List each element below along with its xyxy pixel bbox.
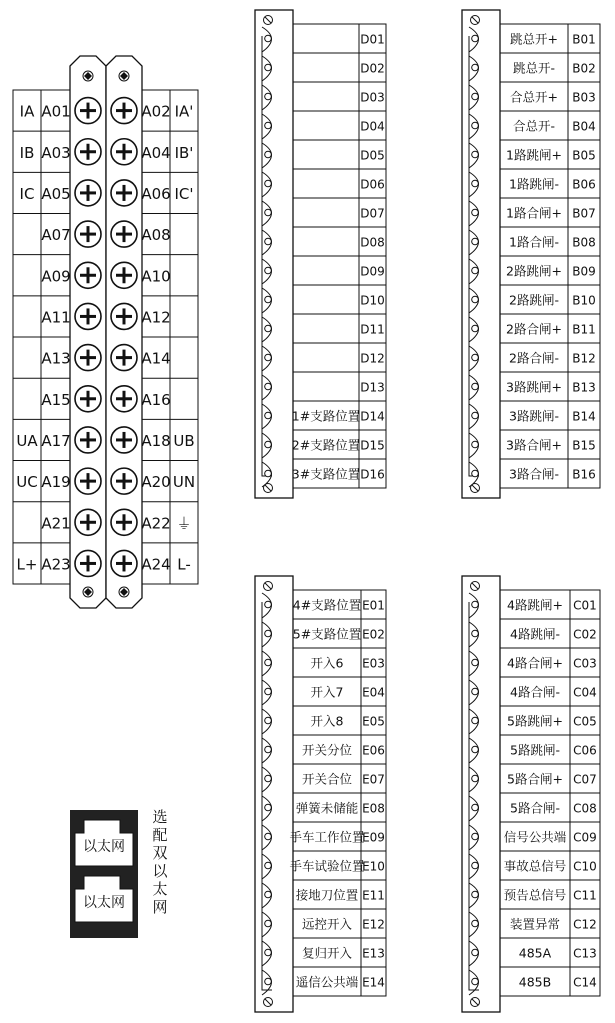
terminal-signal-label: 复归开入 xyxy=(301,945,353,961)
terminal-signal-label: 1#支路位置 xyxy=(291,408,361,424)
pin-hole-icon[interactable] xyxy=(265,601,272,608)
terminal-a-left-signal: IC xyxy=(19,184,35,203)
ethernet-ports xyxy=(70,808,168,938)
terminal-signal-label: 预告总信号 xyxy=(503,887,567,903)
terminal-signal-label: 2路合闸- xyxy=(509,350,559,366)
terminal-id: C05 xyxy=(573,714,597,729)
terminal-signal-label: 5路跳闸- xyxy=(510,742,560,758)
terminal-id: B16 xyxy=(572,467,596,482)
terminal-signal-label: 485A xyxy=(518,945,552,961)
terminal-id: B01 xyxy=(572,32,596,47)
terminal-id: E07 xyxy=(362,772,385,787)
terminal-id: D02 xyxy=(360,61,385,76)
terminal-signal-label: 4路跳闸- xyxy=(510,626,560,642)
terminal-block-a xyxy=(13,56,198,608)
terminal-a-left-signal: IA xyxy=(19,102,35,121)
terminal-a-right-signal: L- xyxy=(177,555,191,574)
terminal-signal-label: 4路跳闸+ xyxy=(507,597,563,613)
terminal-id: B11 xyxy=(572,322,596,337)
terminal-a-left-id: A13 xyxy=(41,349,71,368)
terminal-a-left-id: A07 xyxy=(41,226,71,245)
pin-hole-icon[interactable] xyxy=(472,470,479,477)
ethernet-port-1-label: 以太网 xyxy=(83,839,125,855)
terminal-signal-label: 信号公共端 xyxy=(503,829,567,845)
terminal-signal-label: 485B xyxy=(518,974,552,990)
pin-hole-icon[interactable] xyxy=(265,688,272,695)
terminal-signal-label: 1路跳闸+ xyxy=(506,147,562,163)
pin-hole-icon[interactable] xyxy=(265,93,272,100)
terminal-id: B07 xyxy=(572,206,596,221)
pin-hole-icon[interactable] xyxy=(265,209,272,216)
pin-hole-icon[interactable] xyxy=(265,891,272,898)
terminal-signal-label: 5#支路位置 xyxy=(292,626,362,642)
terminal-id: C02 xyxy=(573,627,597,642)
terminal-a-left-id: A15 xyxy=(41,390,71,409)
pin-hole-icon[interactable] xyxy=(472,441,479,448)
terminal-a-right-signal: UB xyxy=(173,431,195,450)
pin-hole-icon[interactable] xyxy=(472,325,479,332)
terminal-id: D09 xyxy=(360,264,385,279)
block-c-connector-frame xyxy=(462,576,500,1012)
terminal-signal-label: 合总开- xyxy=(512,118,556,134)
terminal-id: B15 xyxy=(572,438,596,453)
terminal-signal-label: 遥信公共端 xyxy=(295,974,359,990)
pin-hole-icon[interactable] xyxy=(265,151,272,158)
ethernet-port-2-label: 以太网 xyxy=(83,895,125,911)
terminal-id: B08 xyxy=(572,235,596,250)
terminal-a-right-signal: ⏚ xyxy=(176,514,192,533)
terminal-id: E11 xyxy=(362,888,385,903)
terminal-a-right-id: A20 xyxy=(141,473,171,492)
pin-hole-icon[interactable] xyxy=(472,354,479,361)
terminal-signal-label: 3路合闸- xyxy=(509,466,559,482)
pin-hole-icon[interactable] xyxy=(472,64,479,71)
terminal-signal-label: 远控开入 xyxy=(301,916,353,932)
terminal-signal-label: 开入8 xyxy=(310,713,344,729)
terminal-a-right-id: A18 xyxy=(141,431,171,450)
terminal-id: B05 xyxy=(572,148,596,163)
terminal-id: E06 xyxy=(362,743,385,758)
terminal-id: D03 xyxy=(360,90,385,105)
terminal-signal-label: 跳总开+ xyxy=(510,31,558,47)
terminal-id: D04 xyxy=(360,119,385,134)
terminal-id: D10 xyxy=(360,293,385,308)
terminal-signal-label: 3路合闸+ xyxy=(506,437,562,453)
pin-hole-icon[interactable] xyxy=(472,862,479,869)
terminal-a-right-id: A24 xyxy=(141,555,171,574)
terminal-id: E01 xyxy=(362,598,385,613)
pin-hole-icon[interactable] xyxy=(472,949,479,956)
terminal-id: E08 xyxy=(362,801,385,816)
terminal-id: D13 xyxy=(360,380,385,395)
mount-screw-icon xyxy=(472,583,478,589)
mount-screw-icon xyxy=(472,17,478,23)
ethernet-note-char: 以 xyxy=(152,862,168,880)
terminal-id: D16 xyxy=(360,467,385,482)
pin-hole-icon[interactable] xyxy=(265,804,272,811)
pin-hole-icon[interactable] xyxy=(265,325,272,332)
terminal-a-left-signal: IB xyxy=(19,143,35,162)
pin-hole-icon[interactable] xyxy=(265,35,272,42)
terminal-signal-label: 1路合闸+ xyxy=(506,205,562,221)
terminal-signal-label: 2路跳闸+ xyxy=(506,263,562,279)
terminal-signal-label: 5路合闸- xyxy=(510,800,560,816)
ethernet-note-char: 网 xyxy=(152,898,168,916)
terminal-id: E03 xyxy=(362,656,385,671)
terminal-signal-label: 开关合位 xyxy=(301,771,353,787)
terminal-a-right-id: A22 xyxy=(141,514,171,533)
terminal-id: C06 xyxy=(573,743,597,758)
terminal-id: B09 xyxy=(572,264,596,279)
pin-hole-icon[interactable] xyxy=(472,833,479,840)
pin-hole-icon[interactable] xyxy=(472,775,479,782)
terminal-a-left-id: A23 xyxy=(41,555,71,574)
pin-hole-icon[interactable] xyxy=(472,920,479,927)
terminal-signal-label: 4路合闸+ xyxy=(507,655,563,671)
pin-hole-icon[interactable] xyxy=(265,746,272,753)
pin-hole-icon[interactable] xyxy=(472,659,479,666)
pin-hole-icon[interactable] xyxy=(265,630,272,637)
terminal-a-right-signal: IA' xyxy=(174,102,194,121)
terminal-a-left-signal: UC xyxy=(16,473,38,492)
terminal-a-left-id: A11 xyxy=(41,308,71,327)
terminal-a-left-signal: L+ xyxy=(16,555,38,574)
terminal-id: B02 xyxy=(572,61,596,76)
terminal-id: B04 xyxy=(572,119,596,134)
pin-hole-icon[interactable] xyxy=(472,122,479,129)
terminal-signal-label: 接地刀位置 xyxy=(295,887,359,903)
terminal-a-left-signal: UA xyxy=(16,431,38,450)
pin-hole-icon[interactable] xyxy=(472,180,479,187)
terminal-signal-label: 3路跳闸+ xyxy=(506,379,562,395)
terminal-id: E12 xyxy=(362,917,385,932)
terminal-a-right-id: A06 xyxy=(141,184,171,203)
terminal-signal-label: 3路跳闸- xyxy=(509,408,559,424)
pin-hole-icon[interactable] xyxy=(265,64,272,71)
terminal-a-left-id: A17 xyxy=(41,431,71,450)
terminal-signal-label: 2#支路位置 xyxy=(291,437,361,453)
mount-screw-icon xyxy=(472,485,478,491)
terminal-a-right-id: A10 xyxy=(141,267,171,286)
terminal-a-left-id: A21 xyxy=(41,514,71,533)
terminal-id: E09 xyxy=(362,830,385,845)
ethernet-note-char: 双 xyxy=(152,844,168,862)
terminal-signal-label: 开关分位 xyxy=(301,742,353,758)
terminal-a-left-id: A19 xyxy=(41,473,71,492)
terminal-signal-label: 1路合闸- xyxy=(509,234,559,250)
pin-hole-icon[interactable] xyxy=(472,35,479,42)
terminal-signal-label: 5路合闸+ xyxy=(507,771,563,787)
ethernet-note-char: 配 xyxy=(152,826,168,844)
pin-hole-icon[interactable] xyxy=(265,122,272,129)
pin-hole-icon[interactable] xyxy=(472,209,479,216)
pin-hole-icon[interactable] xyxy=(472,688,479,695)
terminal-signal-label: 2路跳闸- xyxy=(509,292,559,308)
terminal-signal-label: 事故总信号 xyxy=(503,858,567,874)
terminal-id: E10 xyxy=(362,859,385,874)
pin-hole-icon[interactable] xyxy=(265,383,272,390)
pin-hole-icon[interactable] xyxy=(472,412,479,419)
terminal-id: D07 xyxy=(360,206,385,221)
terminal-a-right-signal: IB' xyxy=(174,143,194,162)
ethernet-note-char: 太 xyxy=(152,880,168,898)
terminal-a-left-id: A09 xyxy=(41,267,71,286)
terminal-id: C13 xyxy=(573,946,597,961)
terminal-a-right-id: A14 xyxy=(141,349,171,368)
mount-screw-icon xyxy=(265,17,271,23)
block-e-connector-frame xyxy=(255,576,293,1012)
terminal-a-right-id: A12 xyxy=(141,308,171,327)
terminal-id: C14 xyxy=(573,975,597,990)
terminal-id: D08 xyxy=(360,235,385,250)
terminal-block-b xyxy=(462,10,600,498)
terminal-signal-label: 合总开+ xyxy=(510,89,558,105)
mount-screw-icon xyxy=(265,485,271,491)
terminal-id: E14 xyxy=(362,975,385,990)
pin-hole-icon[interactable] xyxy=(265,717,272,724)
block-d-connector-frame xyxy=(255,10,293,498)
terminal-block-d xyxy=(255,10,386,498)
terminal-signal-label: 开入6 xyxy=(310,655,344,671)
terminal-a-right-id: A04 xyxy=(141,143,171,162)
terminal-a-right-id: A02 xyxy=(141,102,171,121)
terminal-id: C08 xyxy=(573,801,597,816)
terminal-id: D12 xyxy=(360,351,385,366)
terminal-a-right-signal: UN xyxy=(172,473,196,492)
terminal-id: C04 xyxy=(573,685,597,700)
pin-hole-icon[interactable] xyxy=(265,470,272,477)
terminal-id: C11 xyxy=(573,888,597,903)
terminal-block-c xyxy=(462,576,600,1012)
pin-hole-icon[interactable] xyxy=(472,630,479,637)
terminal-signal-label: 2路合闸+ xyxy=(506,321,562,337)
terminal-a-right-id: A16 xyxy=(141,390,171,409)
pin-hole-icon[interactable] xyxy=(472,296,479,303)
terminal-id: D15 xyxy=(360,438,385,453)
pin-hole-icon[interactable] xyxy=(265,267,272,274)
pin-hole-icon[interactable] xyxy=(265,180,272,187)
pin-hole-icon[interactable] xyxy=(265,775,272,782)
terminal-id: E13 xyxy=(362,946,385,961)
mount-screw-icon xyxy=(265,583,271,589)
pin-hole-icon[interactable] xyxy=(472,804,479,811)
pin-hole-icon[interactable] xyxy=(472,238,479,245)
pin-hole-icon[interactable] xyxy=(265,949,272,956)
terminal-signal-label: 手车工作位置 xyxy=(289,829,365,845)
terminal-id: B03 xyxy=(572,90,596,105)
terminal-signal-label: 开入7 xyxy=(310,684,344,700)
terminal-id: D11 xyxy=(360,322,385,337)
terminal-block-e xyxy=(255,576,386,1012)
pin-hole-icon[interactable] xyxy=(265,238,272,245)
pin-hole-icon[interactable] xyxy=(265,354,272,361)
terminal-id: E04 xyxy=(362,685,385,700)
pin-hole-icon[interactable] xyxy=(265,920,272,927)
pin-hole-icon[interactable] xyxy=(265,862,272,869)
pin-hole-icon[interactable] xyxy=(472,717,479,724)
pin-hole-icon[interactable] xyxy=(472,978,479,985)
terminal-a-right-signal: IC' xyxy=(174,184,194,203)
terminal-id: C10 xyxy=(573,859,597,874)
pin-hole-icon[interactable] xyxy=(265,441,272,448)
terminal-a-left-id: A05 xyxy=(41,184,71,203)
terminal-id: B13 xyxy=(572,380,596,395)
terminal-id: C01 xyxy=(573,598,597,613)
terminal-signal-label: 1路跳闸- xyxy=(509,176,559,192)
terminal-a-left-id: A03 xyxy=(41,143,71,162)
terminal-id: B06 xyxy=(572,177,596,192)
terminal-a-right-id: A08 xyxy=(141,226,171,245)
terminal-a-left-id: A01 xyxy=(41,102,71,121)
pin-hole-icon[interactable] xyxy=(472,151,479,158)
pin-hole-icon[interactable] xyxy=(472,601,479,608)
pin-hole-icon[interactable] xyxy=(265,833,272,840)
terminal-signal-label: 4#支路位置 xyxy=(292,597,362,613)
terminal-signal-label: 3#支路位置 xyxy=(291,466,361,482)
mount-screw-icon xyxy=(472,999,478,1005)
terminal-id: B12 xyxy=(572,351,596,366)
block-b-connector-frame xyxy=(462,10,500,498)
terminal-signal-label: 4路合闸- xyxy=(510,684,560,700)
terminal-id: C12 xyxy=(573,917,597,932)
pin-hole-icon[interactable] xyxy=(472,93,479,100)
pin-hole-icon[interactable] xyxy=(472,746,479,753)
terminal-id: B14 xyxy=(572,409,596,424)
terminal-id: E02 xyxy=(362,627,385,642)
ethernet-note-char: 选 xyxy=(152,808,168,826)
pin-hole-icon[interactable] xyxy=(265,978,272,985)
terminal-id: C09 xyxy=(573,830,597,845)
terminal-id: D14 xyxy=(360,409,385,424)
terminal-id: E05 xyxy=(362,714,385,729)
terminal-signal-label: 跳总开- xyxy=(512,60,556,76)
pin-hole-icon[interactable] xyxy=(265,412,272,419)
pin-hole-icon[interactable] xyxy=(472,267,479,274)
pin-hole-icon[interactable] xyxy=(265,296,272,303)
terminal-id: D05 xyxy=(360,148,385,163)
pin-hole-icon[interactable] xyxy=(265,659,272,666)
terminal-id: B10 xyxy=(572,293,596,308)
terminal-id: D01 xyxy=(360,32,385,47)
terminal-signal-label: 手车试验位置 xyxy=(289,858,365,874)
terminal-id: C07 xyxy=(573,772,597,787)
terminal-id: D06 xyxy=(360,177,385,192)
pin-hole-icon[interactable] xyxy=(472,891,479,898)
terminal-signal-label: 装置异常 xyxy=(509,916,561,932)
mount-screw-icon xyxy=(265,999,271,1005)
terminal-id: C03 xyxy=(573,656,597,671)
pin-hole-icon[interactable] xyxy=(472,383,479,390)
terminal-signal-label: 弹簧未储能 xyxy=(295,800,359,816)
terminal-signal-label: 5路跳闸+ xyxy=(507,713,563,729)
